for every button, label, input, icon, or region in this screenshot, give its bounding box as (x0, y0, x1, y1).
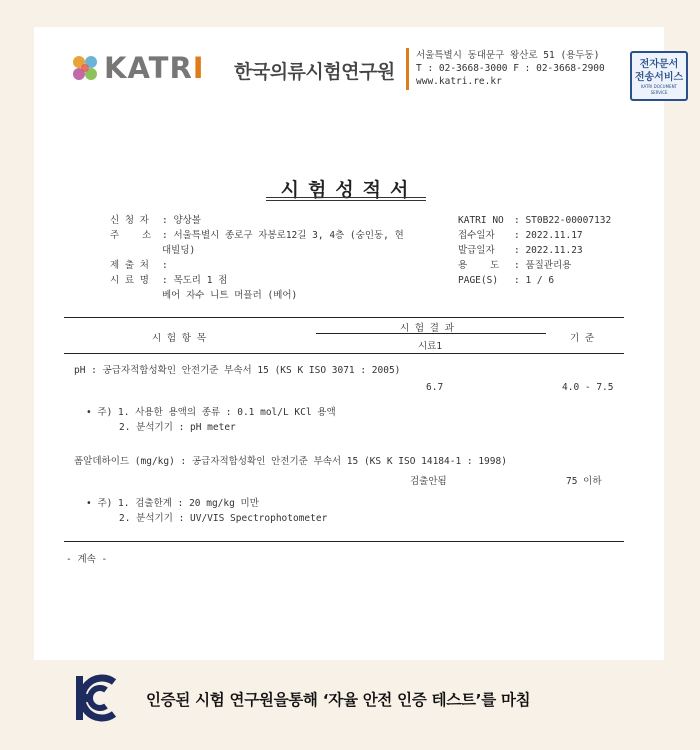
info-row: 용 도 : 품질관리용 (458, 260, 572, 271)
footer-caption: 인증된 시험 연구원을통해 ‘자율 안전 인증 테스트’를 마침 (146, 691, 531, 709)
test-report-document (34, 27, 684, 660)
standard-formaldehyde: 75 이하 (566, 476, 602, 487)
info-row: 발급일자 : 2022.11.23 (458, 245, 583, 256)
note-formaldehyde-1: • 주) 1. 검출한계 : 20 mg/kg 미만 (86, 498, 259, 509)
report-info (458, 213, 658, 288)
test-name-formaldehyde: 폼알데하이드 (mg/kg) : 공급자적합성확인 안전기준 부속서 15 (KS K ISO 14184-1 : 1998) (74, 456, 507, 467)
table-bottom-rule (64, 541, 624, 542)
info-row: 주 소 : 서울특별시 종로구 자봉로12길 3, 4층 (숭인동, 현 (110, 230, 404, 241)
info-row: KATRI NO : ST0B22-00007132 (458, 215, 612, 226)
result-ph: 6.7 (426, 382, 444, 393)
info-row: 제 출 처 : (110, 260, 168, 271)
report-header (70, 39, 684, 115)
katri-logo-text: KATRI (104, 51, 205, 85)
continued-marker: - 계속 - (66, 554, 108, 565)
info-row: 신 청 자 : 양상볼 (110, 215, 201, 226)
header-test-results: 시 험 결 과 (400, 323, 454, 334)
table-top-rule (64, 317, 624, 318)
title-underline-double (266, 200, 426, 201)
address-divider (406, 48, 409, 90)
info-row: 시 료 명 : 목도리 1 점 (110, 275, 228, 286)
info-row: 접수일자 : 2022.11.17 (458, 230, 583, 241)
applicant-info (110, 213, 490, 303)
header-standard: 기 준 (570, 333, 595, 344)
table-header-rule (64, 353, 624, 354)
note-ph-2: 2. 분석기기 : pH meter (119, 422, 236, 433)
info-row: 베어 자수 니트 머플러 (베어) (162, 290, 298, 301)
document-title: 시험성적서 (280, 179, 418, 201)
kc-certification-icon (74, 672, 118, 724)
results-sub-rule (316, 333, 546, 334)
title-underline (266, 197, 426, 198)
note-ph-1: • 주) 1. 사용한 용액의 종류 : 0.1 mol/L KCl 용액 (86, 407, 336, 418)
header-test-items: 시 험 항 목 (152, 333, 206, 344)
note-formaldehyde-2: 2. 분석기기 : UV/VIS Spectrophotometer (119, 513, 328, 524)
katri-logo-icon (70, 53, 100, 83)
result-formaldehyde: 검출안됨 (410, 476, 447, 487)
standard-ph: 4.0 - 7.5 (562, 382, 614, 393)
institute-name: 한국의류시험연구원 (234, 61, 395, 83)
info-row: 대빌딩) (162, 245, 196, 256)
test-name-ph: pH : 공급자적합성확인 안전기준 부속서 15 (KS K ISO 3071 : 2005) (74, 365, 401, 376)
institute-address: 서울특별시 동대문구 왕산로 51 (용두동) T : 02-3668-3000 F : 02-3668-2900 www.katri.re.kr (416, 50, 605, 87)
info-row: PAGE(S) : 1 / 6 (458, 275, 555, 286)
edoc-service-badge: 전자문서 전송서비스 KATRI DOCUMENT SERVICE (630, 51, 688, 101)
header-sample: 시료1 (418, 341, 443, 352)
